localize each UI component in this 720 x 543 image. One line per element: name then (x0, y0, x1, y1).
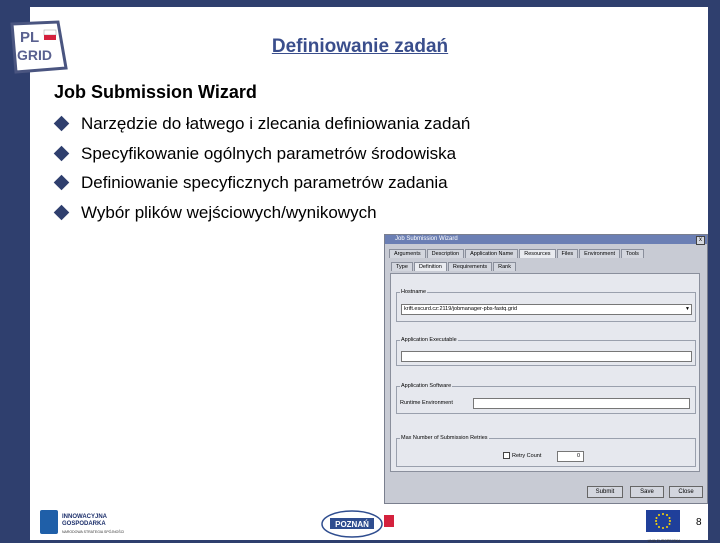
flag-white (44, 30, 56, 35)
subtab-rank[interactable]: Rank (493, 262, 516, 271)
close-button[interactable]: Close (669, 486, 703, 498)
logo-line2: GRID (17, 47, 52, 63)
runtime-environment-label: Runtime Environment (400, 400, 453, 406)
checkbox-icon[interactable] (503, 452, 510, 459)
application-executable-label: Application Executable (401, 337, 457, 343)
subtab-definition[interactable]: Definition (414, 262, 447, 271)
bullet-item (54, 112, 470, 142)
bullet-text: Wybór plików wejściowych/wynikowych (81, 202, 377, 222)
bullet-list (54, 112, 470, 230)
hostname-combo[interactable] (401, 304, 692, 315)
tab-description[interactable]: Description (427, 249, 465, 258)
definition-panel (390, 273, 700, 472)
max-retries-label: Max Number of Submission Retries (401, 435, 488, 441)
poznan-text: POZNAŃ (335, 520, 369, 529)
page-number: 8 (696, 517, 702, 528)
bullet-item (54, 201, 470, 231)
poznan-logo (320, 508, 398, 538)
hostname-label: Hostname (401, 289, 427, 295)
eu-caption: UNIA EUROPEJSKA (647, 539, 681, 543)
diamond-bullet-icon (54, 116, 70, 132)
submit-button[interactable]: Submit (587, 486, 623, 498)
subtab-requirements[interactable]: Requirements (448, 262, 492, 271)
innowacyjna-gospodarka-logo (40, 508, 130, 538)
application-software-label: Application Software (401, 383, 452, 389)
runtime-environment-field[interactable] (473, 398, 690, 409)
diamond-bullet-icon (54, 145, 70, 161)
hostname-value: krift.escurd.cz:2119/jobmanager-pbs-fastq.grid (404, 306, 518, 312)
tab-application-name[interactable]: Application Name (465, 249, 518, 258)
dialog-titlebar (385, 235, 707, 244)
tab-resources[interactable]: Resources (519, 249, 555, 258)
retry-count-label: Retry Count (512, 453, 542, 459)
close-icon[interactable]: x (696, 236, 705, 245)
bullet-text: Definiowanie specyficznych parametrów zadania (81, 173, 448, 192)
poznan-crest (384, 515, 394, 527)
main-tabs (389, 249, 645, 258)
bullet-item (54, 171, 470, 201)
application-executable-field[interactable] (401, 351, 692, 362)
subtab-type[interactable]: Type (391, 262, 413, 271)
tab-files[interactable]: Files (557, 249, 579, 258)
bullet-text: Specyfikowanie ogólnych parametrów środowiska (81, 143, 457, 163)
chevron-down-icon[interactable]: ▼ (685, 306, 690, 312)
page-title: Definiowanie zadań (271, 36, 449, 57)
eu-logo (644, 508, 684, 543)
retry-count-spinner[interactable]: 0 (557, 451, 584, 462)
sub-tabs (391, 262, 517, 271)
job-submission-wizard-dialog (384, 234, 708, 504)
logo-line1: PL (20, 29, 40, 46)
tab-environment[interactable]: Environment (579, 249, 620, 258)
max-retries-group (396, 435, 696, 467)
application-executable-group (396, 337, 696, 366)
tab-tools[interactable]: Tools (621, 249, 644, 258)
bullet-item (54, 142, 470, 172)
dialog-title: Job Submission Wizard (395, 236, 458, 242)
eu-flag-icon (644, 508, 684, 534)
save-button[interactable]: Save (630, 486, 664, 498)
hostname-group (396, 289, 696, 322)
ig-line1: INNOWACYJNA (62, 514, 108, 520)
bullet-text: Narzędzie do łatwego i zlecania definiowania zadań (81, 114, 471, 133)
ig-small: NARODOWA STRATEGIA SPÓJNOŚCI (62, 530, 125, 534)
slide-subtitle: Job Submission Wizard (54, 82, 257, 102)
ig-mark-icon (40, 510, 58, 534)
application-software-group (396, 383, 696, 414)
diamond-bullet-icon (54, 175, 70, 191)
diamond-bullet-icon (54, 204, 70, 220)
tab-arguments[interactable]: Arguments (389, 249, 426, 258)
ig-line2: GOSPODARKA (62, 521, 106, 527)
retry-count-checkbox[interactable] (503, 452, 541, 461)
